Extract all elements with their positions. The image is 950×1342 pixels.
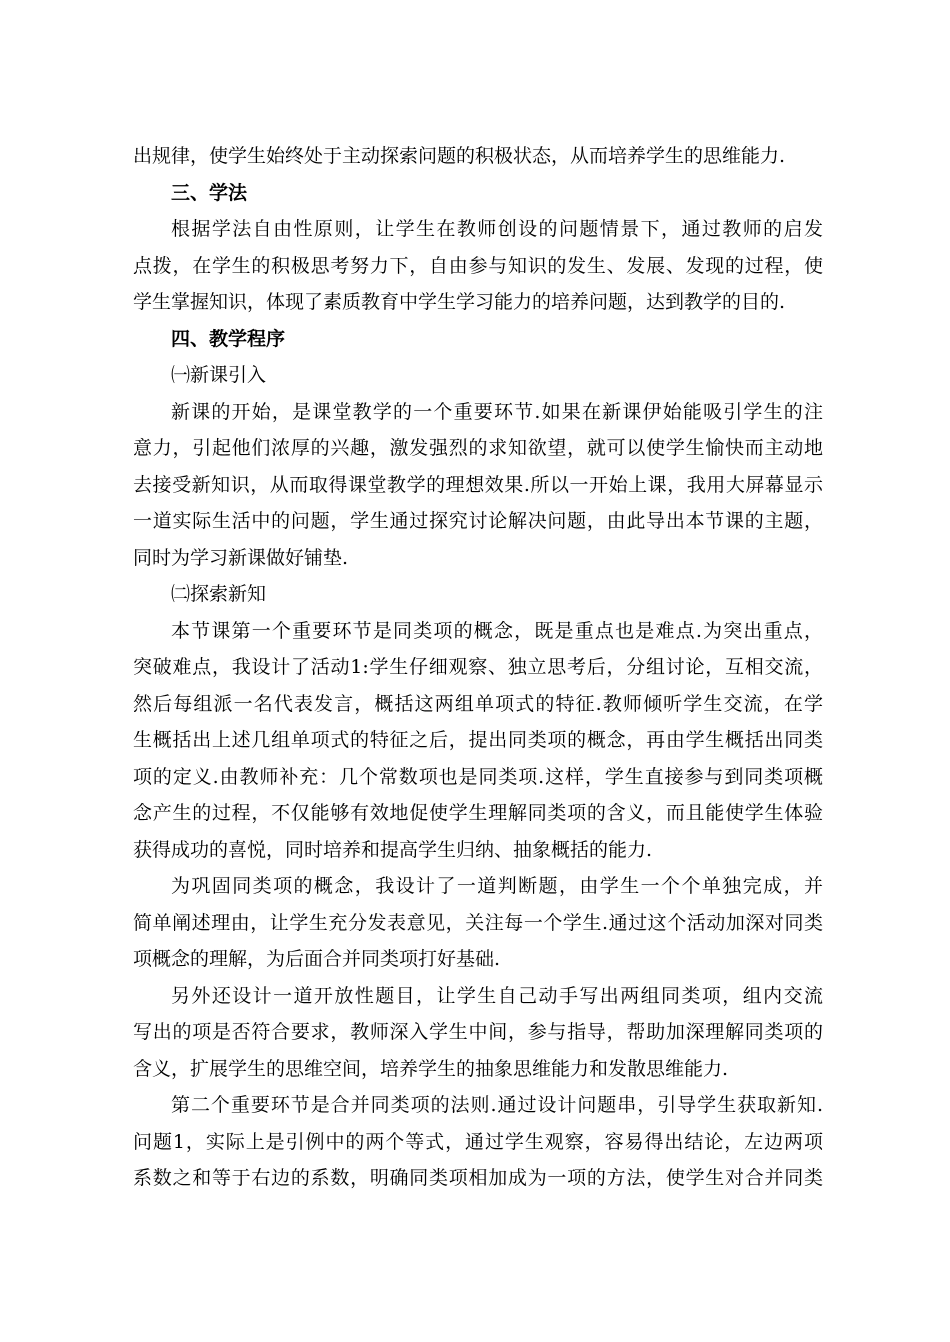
- text-line: 生概括出上述几组单项式的特征之后，提出同类项的概念，再由学生概括出同类: [133, 729, 823, 751]
- section-heading: 三、学法: [171, 181, 248, 204]
- text-line: 本节课第一个重要环节是同类项的概念，既是重点也是难点.为突出重点，: [171, 619, 823, 642]
- text-line: 问题1，实际上是引例中的两个等式，通过学生观察，容易得出结论，左边两项: [133, 1130, 823, 1153]
- text-line: 含义，扩展学生的思维空间，培养学生的抽象思维能力和发散思维能力.: [133, 1057, 729, 1080]
- text-line: 获得成功的喜悦，同时培养和提高学生归纳、抽象概括的能力.: [133, 838, 653, 861]
- text-line: 第二个重要环节是合并同类项的法则.通过设计问题串，引导学生获取新知.: [171, 1094, 823, 1116]
- paragraph: [133, 1087, 823, 1197]
- paragraph: [133, 394, 823, 577]
- text-line: 出规律，使学生始终处于主动探索问题的积极状态，从而培养学生的思维能力.: [133, 145, 786, 167]
- text-line: 同时为学习新课做好铺垫.: [133, 546, 349, 569]
- paragraph: [133, 138, 823, 175]
- text-line: 为巩固同类项的概念，我设计了一道判断题，由学生一个个单独完成，并: [171, 875, 823, 897]
- text-line: 去接受新知识，从而取得课堂教学的理想效果.所以一开始上课，我用大屏幕显示: [133, 473, 823, 496]
- text-line: 然后每组派一名代表发言，概括这两组单项式的特征.教师倾听学生交流，在学: [133, 692, 823, 715]
- text-line: 一道实际生活中的问题，学生通过探究讨论解决问题，由此导出本节课的主题，: [133, 510, 823, 532]
- subsection-heading: ㈡探索新知: [171, 583, 267, 605]
- text-line: 简单阐述理由，让学生充分发表意见，关注每一个学生.通过这个活动加深对同类: [133, 911, 823, 934]
- paragraph: [133, 978, 823, 1088]
- text-line: 系数之和等于右边的系数，明确同类项相加成为一项的方法，使学生对合并同类: [133, 1167, 823, 1189]
- document-page: [133, 138, 823, 1197]
- text-line: 新课的开始，是课堂教学的一个重要环节.如果在新课伊始能吸引学生的注: [171, 400, 823, 423]
- text-line: 学生掌握知识，体现了素质教育中学生学习能力的培养问题，达到教学的目的.: [133, 291, 786, 313]
- section-heading: 四、教学程序: [171, 327, 286, 350]
- text-line: 项概念的理解，为后面合并同类项打好基础.: [133, 948, 501, 970]
- text-line: 另外还设计一道开放性题目，让学生自己动手写出两组同类项，组内交流: [171, 984, 823, 1007]
- text-line: 项的定义.由教师补充：几个常数项也是同类项.这样，学生直接参与到同类项概: [133, 765, 823, 788]
- paragraph: [133, 613, 823, 869]
- text-line: 点拨，在学生的积极思考努力下，自由参与知识的发生、发展、发现的过程，使: [133, 254, 823, 277]
- text-line: 念产生的过程，不仅能够有效地促使学生理解同类项的含义，而且能使学生体验: [133, 802, 823, 824]
- text-line: 根据学法自由性原则，让学生在教师创设的问题情景下，通过教师的启发: [171, 218, 823, 240]
- text-line: 写出的项是否符合要求，教师深入学生中间，参与指导，帮助加深理解同类项的: [133, 1021, 823, 1043]
- paragraph: [133, 211, 823, 321]
- paragraph: [133, 868, 823, 978]
- text-line: 突破难点，我设计了活动1:学生仔细观察、独立思考后，分组讨论，互相交流，: [133, 656, 823, 678]
- subsection-heading: ㈠新课引入: [171, 364, 267, 386]
- text-line: 意力，引起他们浓厚的兴趣，激发强烈的求知欲望，就可以使学生愉快而主动地: [133, 437, 823, 459]
